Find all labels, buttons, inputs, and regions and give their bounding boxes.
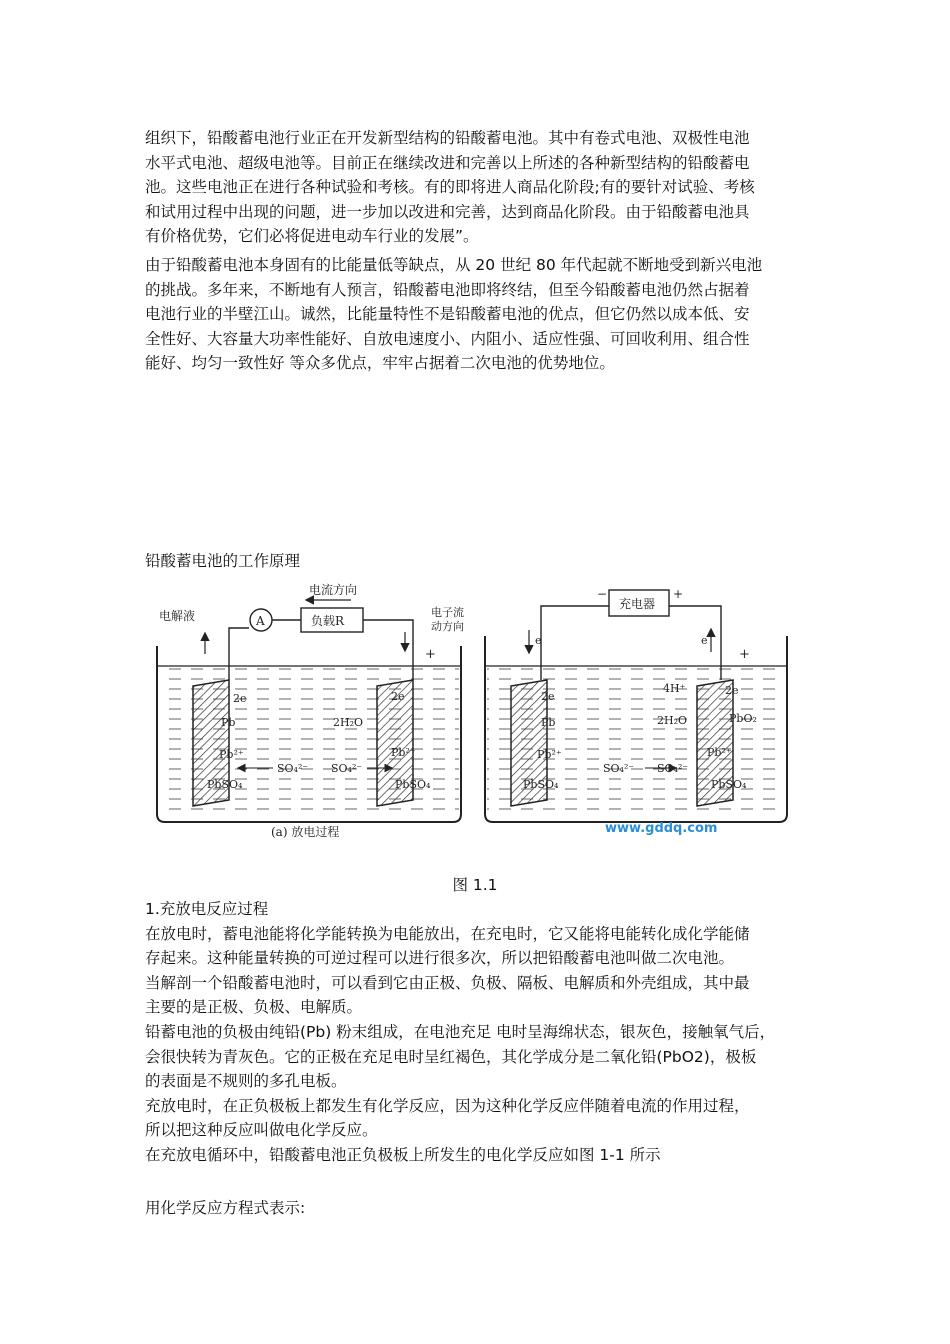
neg-2e: 2e xyxy=(541,690,555,703)
e-right-label: e xyxy=(701,634,708,647)
discharge-cell xyxy=(157,582,464,839)
equation-intro: 用化学反应方程式表示: xyxy=(145,1199,306,1217)
discharge-caption: (a) 放电过程 xyxy=(271,825,340,839)
text-line: 的表面是不规则的多孔电板。 xyxy=(145,1072,347,1091)
figure-caption: 图 1.1 xyxy=(452,876,498,894)
text-line: 当解剖一个铅酸蓄电池时，可以看到它由正极、负极、隔板、电解质和外壳组成，其中最 xyxy=(145,973,750,992)
neg-pbso4: PbSO₄ xyxy=(523,778,559,791)
e-left-label: e xyxy=(535,634,542,647)
text-line: 存起来。这种能量转换的可逆过程可以进行很多次，所以把铅酸蓄电池叫做二次电池。 xyxy=(145,949,735,968)
load-label: 负载R xyxy=(311,614,345,628)
text-line: 1.充放电反应过程 xyxy=(145,900,269,918)
charger-plus: + xyxy=(673,587,684,601)
so4-b: SO₄²⁻ xyxy=(331,762,363,775)
so4-b: SO₄²⁻ xyxy=(657,762,689,775)
text-line: 由于铅酸蓄电池本身固有的比能量低等缺点，从 20 世纪 80 年代起就不断地受到新兴电池 xyxy=(145,256,763,274)
neg-pb2: Pb²⁺ xyxy=(537,748,562,761)
pos-2e: 2e xyxy=(725,684,739,697)
plus-sign: + xyxy=(739,647,750,662)
text-line: 全性好、大容量大功率性能好、自放电速度小、内阻小、适应性强、可回收利用、组合性 xyxy=(145,329,750,348)
ammeter-label: A xyxy=(256,614,265,628)
pos-4h: 4H⁺ xyxy=(663,682,686,695)
neg-pb2: Pb²⁺ xyxy=(219,748,244,761)
so4-a: SO₄²⁻ xyxy=(603,762,635,775)
text-line: 水平式电池、超级电池等。目前正在继续改进和完善以上所述的各种新型结构的铅酸蓄电 xyxy=(145,153,750,172)
text-line: 铅蓄电池的负极由纯铅(Pb) 粉末组成，在电池充足 电时呈海绵状态，银灰色，接触氧气后， xyxy=(145,1022,776,1041)
neg-pb: Pb xyxy=(221,716,236,729)
current-direction-label: 电流方向 xyxy=(309,583,358,597)
charge-cell xyxy=(485,587,787,836)
charger-minus: − xyxy=(597,587,608,601)
text-line: 和试用过程中出现的问题，进一步加以改进和完善，达到商品化阶段。由于铅酸蓄电池具 xyxy=(145,202,750,221)
intro-paragraph-1 xyxy=(145,126,813,249)
charger-label: 充电器 xyxy=(619,597,656,611)
plus-sign: + xyxy=(425,647,436,662)
electron-flow-label-1: 电子流 xyxy=(431,606,464,619)
pos-pb2: Pb²⁺ xyxy=(391,746,416,759)
pos-pb2: Pb²⁺ xyxy=(707,746,732,759)
electrolyte-label: 电解液 xyxy=(159,609,196,623)
section-heading: 铅酸蓄电池的工作原理 xyxy=(145,552,301,570)
battery-figure xyxy=(145,574,795,854)
text-line: 会很快转为青灰色。它的正极在充足电时呈红褐色，其化学成分是二氧化铅(PbO2)，极板 xyxy=(145,1047,757,1066)
section-body xyxy=(145,897,813,1168)
electron-flow-label-2: 动方向 xyxy=(431,620,464,633)
text-line: 的挑战。多年来，不断地有人预言，铅酸蓄电池即将终结，但至今铅酸蓄电池仍然占据着 xyxy=(145,280,750,299)
battery-diagram-svg xyxy=(145,574,795,854)
text-line: 在放电时，蓄电池能将化学能转换为电能放出，在充电时，它又能将电能转化成化学能储 xyxy=(145,924,750,943)
pos-2e: 2e xyxy=(391,690,405,703)
text-line: 组织下，铅酸蓄电池行业正在开发新型结构的铅酸蓄电池。其中有卷式电池、双极性电池 xyxy=(145,129,750,147)
pos-pbso4: PbSO₄ xyxy=(395,778,431,791)
intro-paragraph-2 xyxy=(145,253,813,376)
text-line: 能好、均匀一致性好 等众多优点，牢牢占据着二次电池的优势地位。 xyxy=(145,354,615,373)
text-line: 充放电时，在正负极板上都发生有化学反应，因为这种化学反应伴随着电流的作用过程， xyxy=(145,1096,750,1115)
watermark: www.gddq.com xyxy=(605,821,718,836)
pos-h2o: 2H₂O xyxy=(333,716,364,729)
text-line: 在充放电循环中，铅酸蓄电池正负极板上所发生的电化学反应如图 1-1 所示 xyxy=(145,1145,661,1164)
neg-2e: 2e xyxy=(233,692,247,705)
neg-pb: Pb xyxy=(541,716,556,729)
pos-pbso4: PbSO₄ xyxy=(711,778,747,791)
neg-pbso4: PbSO₄ xyxy=(207,778,243,791)
text-line: 电池行业的半壁江山。诚然，比能量特性不是铅酸蓄电池的优点，但它仍然以成本低、安 xyxy=(145,305,750,324)
pos-h2o: 2H₂O xyxy=(657,714,688,727)
text-line: 所以把这种反应叫做电化学反应。 xyxy=(145,1121,378,1140)
text-line: 池。这些电池正在进行各种试验和考核。有的即将进人商品化阶段;有的要针对试验、考核 xyxy=(145,178,755,197)
so4-a: SO₄²⁻ xyxy=(277,762,309,775)
text-line: 有价格优势，它们必将促进电动车行业的发展”。 xyxy=(145,227,479,246)
text-line: 主要的是正极、负极、电解质。 xyxy=(145,998,363,1017)
pos-pbo2: PbO₂ xyxy=(729,712,757,725)
